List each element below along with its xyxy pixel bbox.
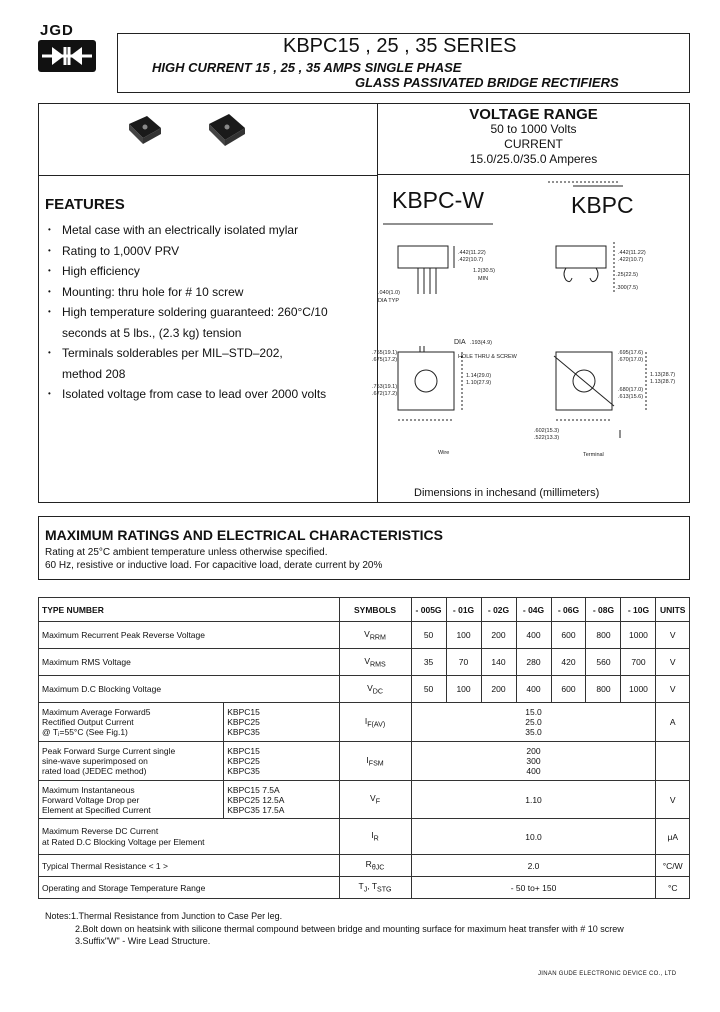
cell: 280	[516, 649, 551, 676]
cell-unit: V	[656, 781, 690, 819]
row-symbol: $V_{DC}$	[339, 676, 411, 703]
notes	[45, 910, 624, 948]
table-row	[39, 877, 690, 899]
cell: 100	[446, 676, 481, 703]
product-photo-1	[125, 112, 165, 153]
cell: 50	[411, 676, 446, 703]
header-units: UNITS	[656, 598, 690, 622]
feature-item: • Mounting: thru hole for # 10 screw	[48, 282, 368, 303]
table-row	[39, 855, 690, 877]
header-col: - 005G	[411, 598, 446, 622]
cell-merged: 1.10	[411, 781, 656, 819]
cell: 560	[586, 649, 621, 676]
photo-divider	[38, 175, 378, 176]
dim-label: Wire	[438, 450, 450, 456]
row-symbol: $T_J$, $T_{STG}$	[339, 877, 411, 899]
cell: 70	[446, 649, 481, 676]
cell-unit: μA	[656, 819, 690, 855]
header-type-number: TYPE NUMBER	[39, 598, 340, 622]
row-symbol: $I_{F(AV)}$	[339, 703, 411, 742]
cell-merged: 2.0	[411, 855, 656, 877]
dim-label: MIN	[478, 276, 489, 282]
row-symbol: $V_F$	[339, 781, 411, 819]
feature-item: • High efficiency	[48, 261, 368, 282]
spec-table	[38, 597, 690, 899]
cell: 1000	[621, 676, 656, 703]
cell-merged: - 50 to+ 150	[411, 877, 656, 899]
dim-label: .670(17.0)	[618, 357, 644, 363]
row-symbol: $V_{RMS}$	[339, 649, 411, 676]
table-row	[39, 622, 690, 649]
dim-label: .695(17.6)	[618, 350, 644, 356]
current-amperes: 15.0/25.0/35.0 Amperes	[469, 152, 598, 166]
cell-unit: °C	[656, 877, 690, 899]
dim-label: .040(1.0)	[378, 290, 401, 296]
features-title: FEATURES	[45, 196, 125, 213]
current-label: CURRENT	[504, 137, 563, 151]
header-col: - 04G	[516, 598, 551, 622]
feature-item: • Metal case with an electrically isolated mylar	[48, 220, 368, 241]
cell: 600	[551, 676, 586, 703]
cell-unit: A	[656, 703, 690, 742]
dim-label: .442(11.22)	[618, 250, 646, 256]
table-row	[39, 703, 690, 742]
dim-label: 1.13(28.7)	[650, 372, 676, 378]
dim-label: 1.14(29.0)	[466, 373, 492, 379]
dim-label: .25(22.5)	[616, 272, 639, 278]
cell-merged: 15.0 25.0 35.0	[411, 703, 656, 742]
dimension-drawing	[372, 176, 689, 486]
cell: 100	[446, 622, 481, 649]
package-label-kbpc-w: KBPC-W	[392, 187, 484, 213]
dim-label: .672(17.2)	[372, 391, 398, 397]
dim-label: .422(10.7)	[458, 257, 484, 263]
header-col: - 10G	[621, 598, 656, 622]
row-desc: Maximum Reverse DC Current at Rated D.C Blocking Voltage per Element	[39, 819, 340, 855]
note-1: Notes:1.Thermal Resistance from Junction to Case Per leg.	[45, 911, 283, 921]
table-row	[39, 781, 690, 819]
row-symbol: $I_{FSM}$	[339, 742, 411, 781]
header-col: - 06G	[551, 598, 586, 622]
cell: 1000	[621, 622, 656, 649]
row-symbol: $I_R$	[339, 819, 411, 855]
voltage-range-volts: 50 to 1000 Volts	[490, 122, 577, 136]
row-desc: Maximum RMS Voltage	[39, 649, 340, 676]
header-col: - 02G	[481, 598, 516, 622]
row-desc: Typical Thermal Resistance < 1 >	[39, 855, 340, 877]
dim-label: 1.10(27.9)	[466, 380, 492, 386]
row-models: KBPC15 KBPC25 KBPC35	[224, 742, 339, 781]
row-models: KBPC15 7.5A KBPC25 12.5A KBPC35 17.5A	[224, 781, 339, 819]
cell: 700	[621, 649, 656, 676]
package-label-kbpc: KBPC	[571, 192, 634, 218]
row-symbol: $V_{RRM}$	[339, 622, 411, 649]
cell: 800	[586, 622, 621, 649]
dim-label: Terminal	[583, 452, 604, 458]
dim-label: .602(15.3)	[534, 428, 560, 434]
dim-label: .422(10.7)	[618, 257, 644, 263]
dim-label: .613(15.6)	[618, 394, 644, 400]
ratings-line-1: Rating at 25°C ambient temperature unless otherwise specified.	[45, 547, 328, 558]
product-photo-2	[205, 110, 249, 155]
feature-item-continued: method 208	[62, 366, 126, 381]
row-desc: Maximum Instantaneous Forward Voltage Drop per Element at Specified Current	[39, 781, 224, 819]
ratings-line-2: 60 Hz, resistive or inductive load. For capacitive load, derate current by 20%	[45, 560, 383, 571]
cell: 420	[551, 649, 586, 676]
footer-company: JINAN GUDE ELECTRONIC DEVICE CO., LTD	[538, 971, 677, 977]
feature-item-continued: seconds at 5 lbs., (2.3 kg) tension	[62, 325, 242, 340]
header-col: - 08G	[586, 598, 621, 622]
row-desc: Maximum Recurrent Peak Reverse Voltage	[39, 622, 340, 649]
dim-label: .753(19.1)	[372, 384, 398, 390]
features-list	[48, 220, 368, 405]
dim-label: .755(19.1)	[372, 350, 398, 356]
row-desc: Maximum D.C Blocking Voltage	[39, 676, 340, 703]
cell: 800	[586, 676, 621, 703]
row-symbol: $R_{\theta JC}$	[339, 855, 411, 877]
dim-label: .680(17.0)	[618, 387, 644, 393]
dim-label: .442(11.22)	[458, 250, 486, 256]
ratings-title: MAXIMUM RATINGS AND ELECTRICAL CHARACTERISTICS	[45, 527, 443, 543]
table-header-row	[39, 598, 690, 622]
feature-item: • Terminals solderables per MIL–STD–202,	[48, 343, 368, 364]
dim-label: .675(17.2)	[372, 357, 398, 363]
cell: 140	[481, 649, 516, 676]
feature-item: • Isolated voltage from case to lead over 2000 volts	[48, 384, 368, 405]
logo-diode-icon	[38, 40, 96, 72]
feature-item: • High temperature soldering guaranteed: 260°C/10	[48, 302, 368, 323]
subtitle-1: HIGH CURRENT 15 , 25 , 35 AMPS SINGLE PHASE	[152, 60, 462, 75]
voltage-range-box	[377, 103, 690, 175]
cell-unit: V	[656, 676, 690, 703]
note-3: 3.Suffix"W" - Wire Lead Structure.	[75, 936, 211, 946]
feature-item: • Rating to 1,000V PRV	[48, 241, 368, 262]
cell: 600	[551, 622, 586, 649]
table-row	[39, 819, 690, 855]
dimensions-caption: Dimensions in inchesand (millimeters)	[414, 487, 600, 499]
header-col: - 01G	[446, 598, 481, 622]
cell-merged: 10.0	[411, 819, 656, 855]
cell: 400	[516, 622, 551, 649]
table-row	[39, 649, 690, 676]
table-row	[39, 742, 690, 781]
cell: 200	[481, 676, 516, 703]
dim-label: 1.2(30.5)	[473, 268, 496, 274]
row-desc: Maximum Average Forward5 Rectified Output Current @ Tⱼ=55°C (See Fig.1)	[39, 703, 224, 742]
page-title: KBPC15 , 25 , 35 SERIES	[283, 35, 517, 57]
dim-label: HOLE THRU & SCREW	[458, 354, 517, 360]
row-models: KBPC15 KBPC25 KBPC35	[224, 703, 339, 742]
cell: 50	[411, 622, 446, 649]
cell-unit	[656, 742, 690, 781]
cell-unit: V	[656, 622, 690, 649]
cell-unit: V	[656, 649, 690, 676]
dim-label: .193(4.9)	[470, 340, 493, 346]
voltage-range-title: VOLTAGE RANGE	[469, 106, 598, 123]
subtitle-2: GLASS PASSIVATED BRIDGE RECTIFIERS	[355, 75, 619, 90]
cell: 35	[411, 649, 446, 676]
cell: 400	[516, 676, 551, 703]
cell: 200	[481, 622, 516, 649]
cell-merged: 200 300 400	[411, 742, 656, 781]
dim-label: .522(13.3)	[534, 435, 560, 441]
dim-label: .300(7.5)	[616, 285, 639, 291]
dim-label: DIA	[454, 339, 466, 346]
row-desc: Operating and Storage Temperature Range	[39, 877, 340, 899]
header-symbols: SYMBOLS	[339, 598, 411, 622]
dim-label: DIA TYP	[378, 298, 399, 304]
cell-unit: °C/W	[656, 855, 690, 877]
logo-text: JGD	[40, 22, 74, 39]
note-2: 2.Bolt down on heatsink with silicone thermal compound between bridge and mounting surface for maximum heat transfer with # 10 screw	[75, 923, 624, 934]
table-row	[39, 676, 690, 703]
row-desc: Peak Forward Surge Current single sine-wave superimposed on rated load (JEDEC method)	[39, 742, 224, 781]
dim-label: 1.13(28.7)	[650, 379, 676, 385]
